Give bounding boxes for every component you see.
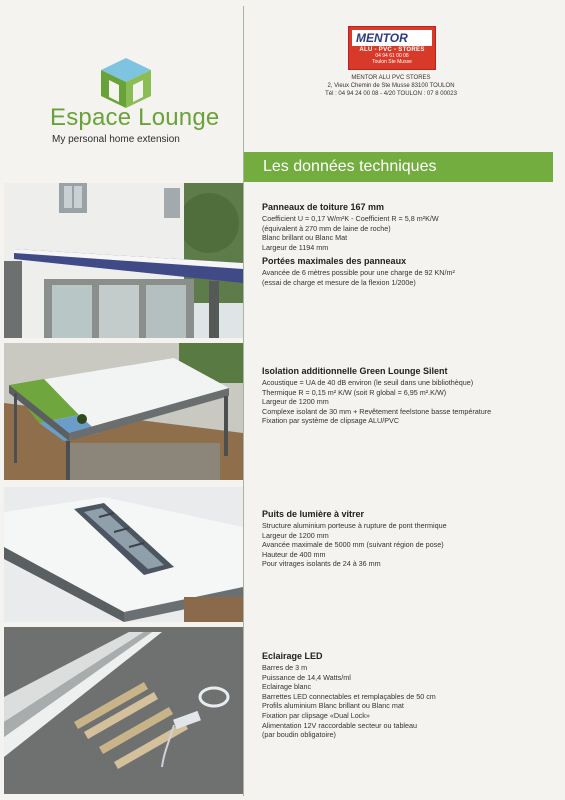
- spec-line: Avancée maximale de 5000 mm (suivant région de pose): [262, 540, 444, 550]
- mentor-logo: [348, 26, 436, 70]
- insulation-photo: [4, 343, 243, 480]
- section-title: Eclairage LED: [262, 651, 323, 661]
- section-skylight: [262, 509, 562, 569]
- mentor-logo-name: MENTOR: [356, 31, 408, 45]
- section-insulation: [262, 366, 562, 426]
- spec-line: Profils aluminium Blanc brillant ou Blanc mat: [262, 701, 404, 711]
- dealer-address: 2, Vieux Chemin de Ste Musse 83100 TOULON: [327, 83, 455, 89]
- brand-name-part1: Espace: [50, 104, 132, 131]
- brand-tagline: My personal home extension: [52, 134, 180, 145]
- spec-line: Alimentation 12V raccordable secteur ou tableau: [262, 720, 418, 730]
- spec-line: Largeur de 1194 mm: [262, 242, 329, 252]
- spec-line: Largeur de 1200 mm: [262, 530, 329, 540]
- spec-line: Puissance de 14,4 Watts/ml: [262, 672, 351, 682]
- spec-line: Hauteur de 400 mm: [262, 549, 326, 559]
- section-subtitle: Portées maximales des panneaux: [262, 256, 407, 267]
- spec-line: Blanc brillant ou Blanc Mat: [262, 233, 348, 243]
- banner-title: Les données techniques: [263, 158, 437, 175]
- section-led-lighting: [262, 651, 562, 740]
- spec-line: Largeur de 1200 mm: [262, 397, 329, 407]
- spec-line: (par boudin obligatoire): [262, 730, 336, 740]
- divider-line: [243, 6, 244, 796]
- skylight-photo: [4, 487, 243, 622]
- section-roof-panels: [262, 202, 562, 288]
- section-title: Panneaux de toiture 167 mm: [262, 202, 385, 212]
- brand-name-part2: Lounge: [138, 104, 220, 131]
- dealer-phones: Tél : 04 94 24 00 08 - 4/20 TOULON : 07 8 00023: [325, 91, 457, 97]
- spec-line: Coefficient U = 0,17 W/m²K - Coefficient R = 5,8 m²K/W: [262, 214, 439, 223]
- spec-line: Complexe isolant de 30 mm + Revêtement feelstone basse température: [262, 406, 492, 416]
- spec-line: Fixation par système de clipsage ALU/PVC: [262, 416, 400, 426]
- spec-line: Pour vitrages isolants de 24 à 36 mm: [262, 559, 381, 569]
- section-title: Isolation additionnelle Green Lounge Silent: [262, 366, 448, 376]
- roof-panel-photo: [4, 183, 243, 338]
- spec-line: Avancée de 6 mètres possible pour une charge de 92 KN/m²: [262, 268, 455, 278]
- spec-line: Eclairage blanc: [262, 682, 312, 692]
- spec-line: Fixation par clipsage «Dual Lock»: [262, 710, 370, 720]
- spec-line: Structure aluminium porteuse à rupture de pont thermique: [262, 521, 447, 530]
- spec-line: Thermique R = 0,15 m² K/W (soit R global = 6,95 m².K/W): [262, 387, 447, 397]
- section-banner: [244, 152, 553, 182]
- mentor-logo-tagline: ALU - PVC - STORES: [359, 47, 425, 53]
- espace-lounge-logo: [50, 50, 230, 150]
- spec-line: (équivalent à 270 mm de laine de roche): [262, 223, 391, 233]
- led-lighting-photo: [4, 627, 243, 794]
- mentor-logo-city: Toulon Ste Musse: [372, 59, 412, 65]
- brand-name: [50, 104, 219, 132]
- dealer-name: MENTOR ALU PVC STORES: [351, 75, 431, 81]
- spec-line: (essai de charge et mesure de la flexion 1/200e): [262, 277, 416, 287]
- spec-line: Barrettes LED connectables et remplaçables de 50 cm: [262, 691, 436, 701]
- cube-logo-icon: [95, 50, 157, 112]
- mentor-logo-phone: 04 94 61 00 08: [375, 53, 409, 59]
- section-title: Puits de lumière à vitrer: [262, 509, 365, 519]
- spec-line: Acoustique = UA de 40 dB environ (le seuil dans une bibliothèque): [262, 378, 474, 387]
- spec-line: Barres de 3 m: [262, 663, 308, 672]
- dealer-address-block: [296, 74, 486, 98]
